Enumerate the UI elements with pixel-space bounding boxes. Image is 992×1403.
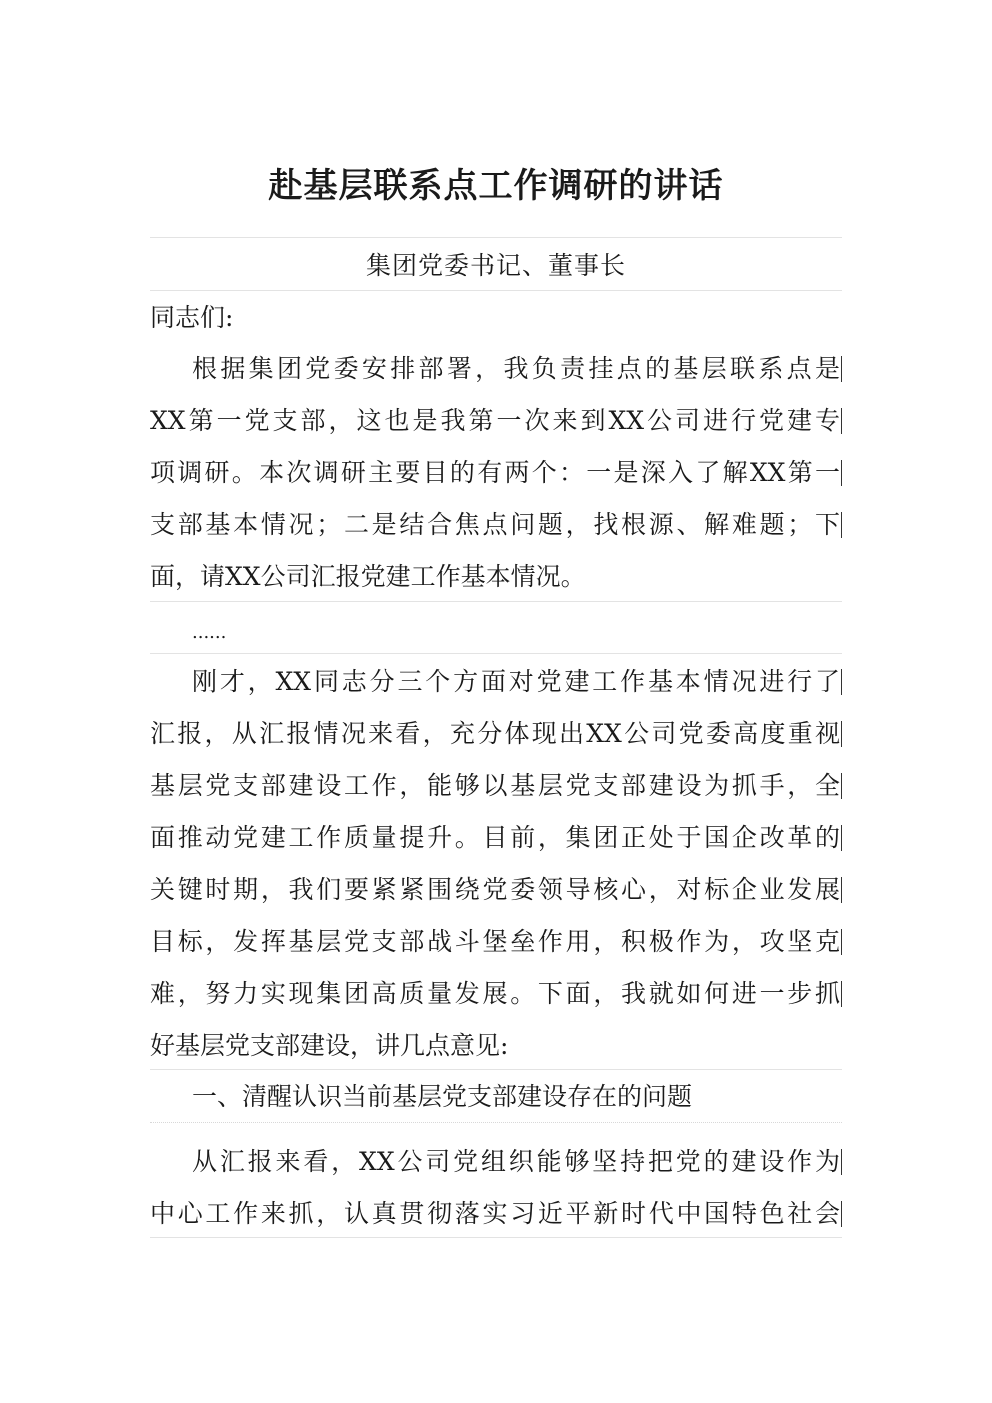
line-marker: [841, 356, 842, 382]
document-title: 赴基层联系点工作调研的讲话: [268, 166, 724, 206]
line-marker: [841, 929, 842, 955]
divider: [150, 601, 842, 602]
line-marker: [841, 773, 842, 799]
divider: [150, 653, 842, 654]
divider: [150, 237, 842, 238]
paragraph-line: 汇报，从汇报情况来看，充分体现出XX公司党委高度重视: [150, 719, 840, 748]
paragraph-line: 支部基本情况；二是结合焦点问题，找根源、解难题；下: [150, 510, 840, 539]
line-marker: [841, 1201, 842, 1227]
paragraph-line: XX第一党支部，这也是我第一次来到XX公司进行党建专: [150, 406, 840, 435]
paragraph-line: 关键时期，我们要紧紧围绕党委领导核心，对标企业发展: [150, 875, 840, 904]
line-marker: [841, 512, 842, 538]
line-marker: [841, 1149, 842, 1175]
line-marker: [841, 877, 842, 903]
line-marker: [841, 825, 842, 851]
paragraph-line: 中心工作来抓，认真贯彻落实习近平新时代中国特色社会: [150, 1199, 840, 1228]
paragraph-line: 好基层党支部建设，讲几点意见:: [150, 1031, 509, 1060]
divider: [150, 1237, 842, 1238]
divider: [150, 290, 842, 291]
divider: [150, 1122, 842, 1123]
line-marker: [841, 460, 842, 486]
paragraph-line: 面推动党建工作质量提升。目前，集团正处于国企改革的: [150, 823, 840, 852]
greeting: 同志们:: [150, 303, 234, 332]
paragraph-line: 根据集团党委安排部署，我负责挂点的基层联系点是: [192, 354, 840, 383]
paragraph-line: 难，努力实现集团高质量发展。下面，我就如何进一步抓: [150, 979, 840, 1008]
paragraph-line: 目标，发挥基层党支部战斗堡垒作用，积极作为，攻坚克: [150, 927, 840, 956]
line-marker: [841, 408, 842, 434]
line-marker: [841, 669, 842, 695]
paragraph-line: 刚才，XX同志分三个方面对党建工作基本情况进行了: [192, 667, 840, 696]
paragraph-line: 基层党支部建设工作，能够以基层党支部建设为抓手，全: [150, 771, 840, 800]
line-marker: [841, 981, 842, 1007]
section-heading: 一、清醒认识当前基层党支部建设存在的问题: [192, 1082, 693, 1111]
document-subtitle: 集团党委书记、董事长: [365, 251, 626, 280]
ellipsis: ......: [192, 622, 227, 643]
divider: [150, 1069, 842, 1070]
paragraph-line: 项调研。本次调研主要目的有两个：一是深入了解XX第一: [150, 458, 840, 487]
paragraph-line: 从汇报来看，XX公司党组织能够坚持把党的建设作为: [192, 1147, 840, 1176]
paragraph-line: 面，请XX公司汇报党建工作基本情况。: [150, 562, 586, 591]
line-marker: [841, 721, 842, 747]
